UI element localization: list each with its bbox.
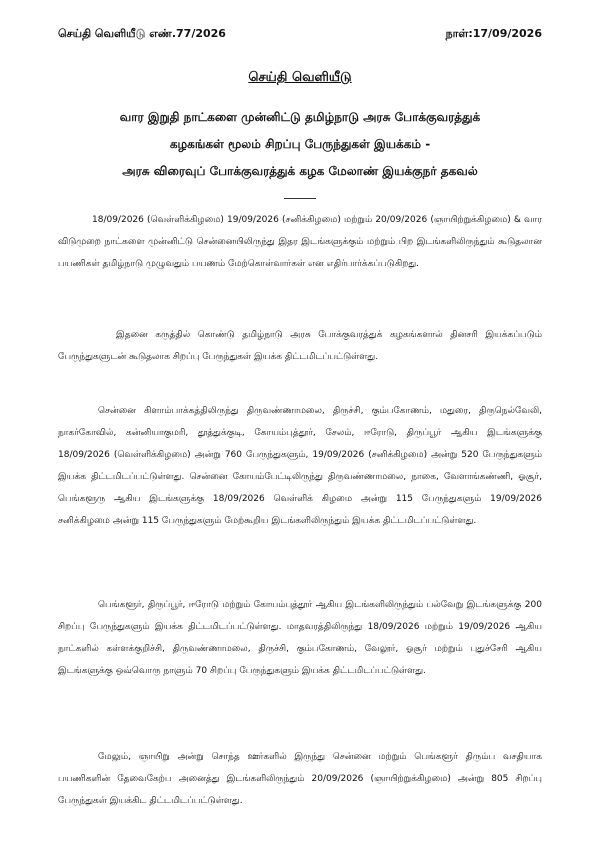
paragraph-chennai-routes (58, 400, 542, 532)
title-divider (284, 198, 316, 199)
paragraph-return-trips (58, 746, 542, 812)
document-title: செய்தி வெளியீடு (248, 70, 352, 85)
paragraph-text: பெங்களூர், திருப்பூர், ஈரோடு மற்றும் கோயம்புத்தூர் ஆகிய இடங்களிலிருந்தும் பல்வேறு இடங்களுக்கு 200 சிறப்பு பேருந்துகளும் இயக்க திட்டமிடப்பட்டுள்ளது. மாதவரத்திலிருந்து 18/09/2026 மற்றும் 19/09/2026 ஆகிய நாட்களில் கள்ளக்குறிச்சி, திருவண்ணாமலை, திருச்சி, கும்பகோணம், வேலூர், ஓசூர் மற்றும் புதுச்சேரி ஆகிய இடங்களுக்கு ஒவ்வொரு நாளும் 70 சிறப்பு பேருந்துகளும் இயக்க திட்டமிடப்பட்டுள்ளது. (58, 600, 542, 676)
paragraph-text: சென்னை கிளாம்பாக்கத்திலிருந்து திருவண்ணாமலை, திருச்சி, கும்பகோணம், மதுரை, திருநெல்வேலி, நாகர்கோவில், கன்னியாகுமரி, தூத்துக்குடி, கோயம்புத்தூர், சேலம், ஈரோடு, திருப்பூர் ஆகிய இடங்களுக்கு 18/09/2026 (வெள்ளிக்கிழமை) அன்று 760 பேருந்துகளும், 19/09/2026 (சனிக்கிழமை) அன்று 520 பேருந்துகளும் இயக்க திட்டமிடப்பட்டுள்ளது. சென்னை கோயம்பேட்டிலிருந்து திருவண்ணாமலை, நாகை, வேளாங்கண்ணி, ஓசூர், பெங்களூரு ஆகிய இடங்களுக்கு 18/09/2026 வெள்ளிக் கிழமை அன்று 115 பேருந்துகளும் 19/09/2026 சனிக்கிழமை அன்று 115 பேருந்துகளும் மேற்கூறிய இடங்களிலிருந்தும் இயக்க திட்டமிடப்பட்டுள்ளது. (58, 406, 542, 526)
paragraph-text: மேலும், ஞாயிறு அன்று சொந்த ஊர்களில் இருந்து சென்னை மற்றும் பெங்களூர் திரும்ப வசதியாக பயணிகளின் தேவைகேற்ப அனைத்து இடங்களிலிருந்தும் 20/09/2026 (ஞாயிற்றுக்கிழமை) அன்று 805 சிறப்பு பேருந்துகள் இயக்கிட திட்டமிடப்பட்டுள்ளது. (58, 752, 542, 806)
paragraph-other-cities (58, 594, 542, 682)
headline-line-2: கழகங்கள் மூலம் சிறப்பு பேருந்துகள் இயக்கம் - (169, 137, 431, 151)
headline-line-3: அரசு விரைவுப் போக்குவரத்துக் கழக மேலாண் இயக்குநர் தகவல் (122, 164, 478, 178)
headline-line-1: வார இறுதி நாட்களை முன்னிட்டு தமிழ்நாடு அரசு போக்குவரத்துக் (119, 110, 481, 124)
release-date: நாள்:17/09/2026 (445, 27, 542, 40)
paragraph-text: 18/09/2026 (வெள்ளிக்கிழமை) 19/09/2026 (சனிக்கிழமை) மற்றும் 20/09/2026 (ஞாயிற்றுக்கிழமை) & வார விடுமுறை நாட்களை முன்னிட்டு சென்னையிலிருந்து இதர இடங்களுக்கும் மற்றும் பிற இடங்களிலிருந்தும் கூடுதலான பயணிகள் தமிழ்நாடு முழுவதும் பயணம் மேற்கொள்வார்கள் என எதிர்பார்க்கப்படுகிறது. (58, 215, 542, 269)
release-number: செய்தி வெளியீடு எண்.77/2026 (58, 27, 226, 40)
paragraph-dates (58, 209, 542, 275)
paragraph-text: இதனை கருத்தில் கொண்டு தமிழ்நாடு அரசு போக்குவரத்துக் கழகங்களால் தினசரி இயக்கப்படும் பேருந்துகளுடன் கூடுதலாக சிறப்பு பேருந்துகள் இயக்க திட்டமிடப்பட்டுள்ளது. (58, 330, 542, 362)
paragraph-special-buses (58, 324, 542, 368)
